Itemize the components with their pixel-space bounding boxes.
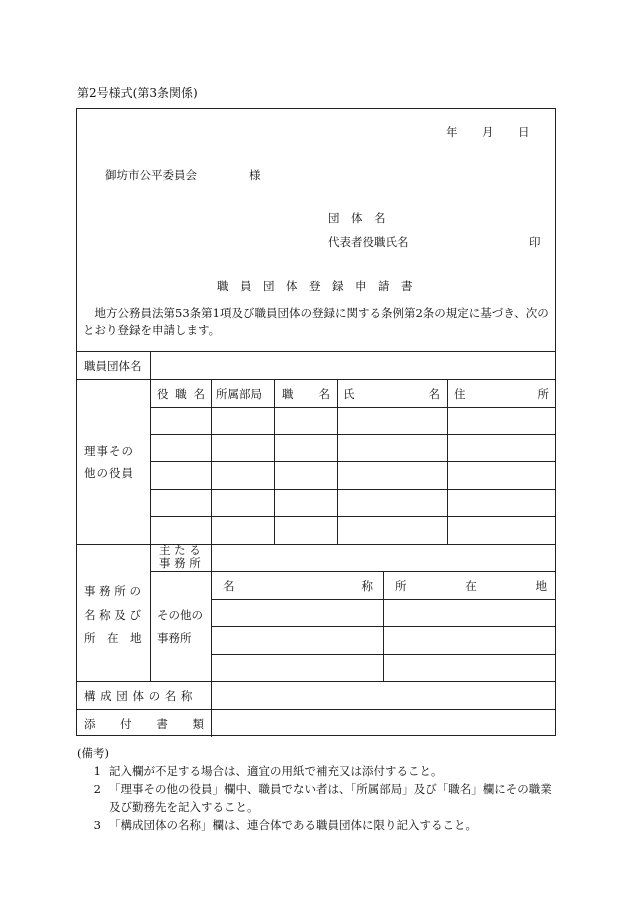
date-year: 年	[446, 125, 458, 139]
constituent-groups-label: 構 成 団 体 の 名 称	[84, 689, 193, 703]
remark-item: 3 「構成団体の名称」欄は、連合体である職員団体に限り記入すること。	[93, 818, 477, 832]
col-name-header: 氏 名	[343, 387, 440, 401]
office-label-line3: 所 在 地	[84, 631, 142, 645]
form-number-label: 第2号様式(第3条関係)	[77, 86, 198, 100]
attachments-label: 添 付 書 類	[84, 717, 204, 731]
office-label-line2: 名 称 及 び	[84, 608, 141, 622]
remarks-heading: (備考)	[77, 746, 109, 760]
document-title: 職 員 団 体 登 録 申 請 書	[217, 279, 413, 293]
col-position-header: 役 職 名	[157, 387, 205, 401]
addressee-honorific: 様	[249, 168, 261, 182]
other-office-location-header: 所 在 地	[395, 579, 547, 593]
other-office-name-header: 名 称	[223, 579, 373, 593]
other-office-label-line2: 事務所	[157, 631, 192, 645]
remark-item: 1 記入欄が不足する場合は、適宜の用紙で補充又は添付すること。	[93, 764, 443, 778]
col-title-header: 職 名	[282, 387, 330, 401]
remark-item: 2 「理事その他の役員」欄中、職員でない者は、「所属部局」及び「職名」欄にその職業及び勤務先を記入すること。	[93, 782, 552, 814]
group-name-label: 団 体 名	[328, 211, 386, 225]
application-form	[76, 108, 556, 736]
office-label-line1: 事 務 所 の	[84, 584, 141, 598]
col-address-header: 住 所	[454, 387, 549, 401]
representative-label: 代表者役職氏名	[328, 235, 409, 249]
date-month: 月	[482, 125, 494, 139]
officers-label: 理事その他の役員	[84, 444, 134, 480]
col-department-header: 所属部局	[216, 387, 262, 401]
table-group-name-label: 職員団体名	[84, 359, 142, 373]
other-office-label-line1: その他の	[157, 608, 203, 622]
seal-mark: 印	[529, 235, 541, 249]
remarks	[77, 744, 557, 834]
main-office-label-line2: 事 務 所	[159, 556, 201, 570]
date-day: 日	[518, 125, 530, 139]
addressee-name: 御坊市公平委員会	[105, 168, 197, 182]
main-office-label-line1: 主 た る	[159, 543, 201, 557]
intro-text: 地方公務員法第53条第1項及び職員団体の登録に関する条例第2条の規定に基づき、次のとおり登録を申請します。	[83, 306, 549, 337]
